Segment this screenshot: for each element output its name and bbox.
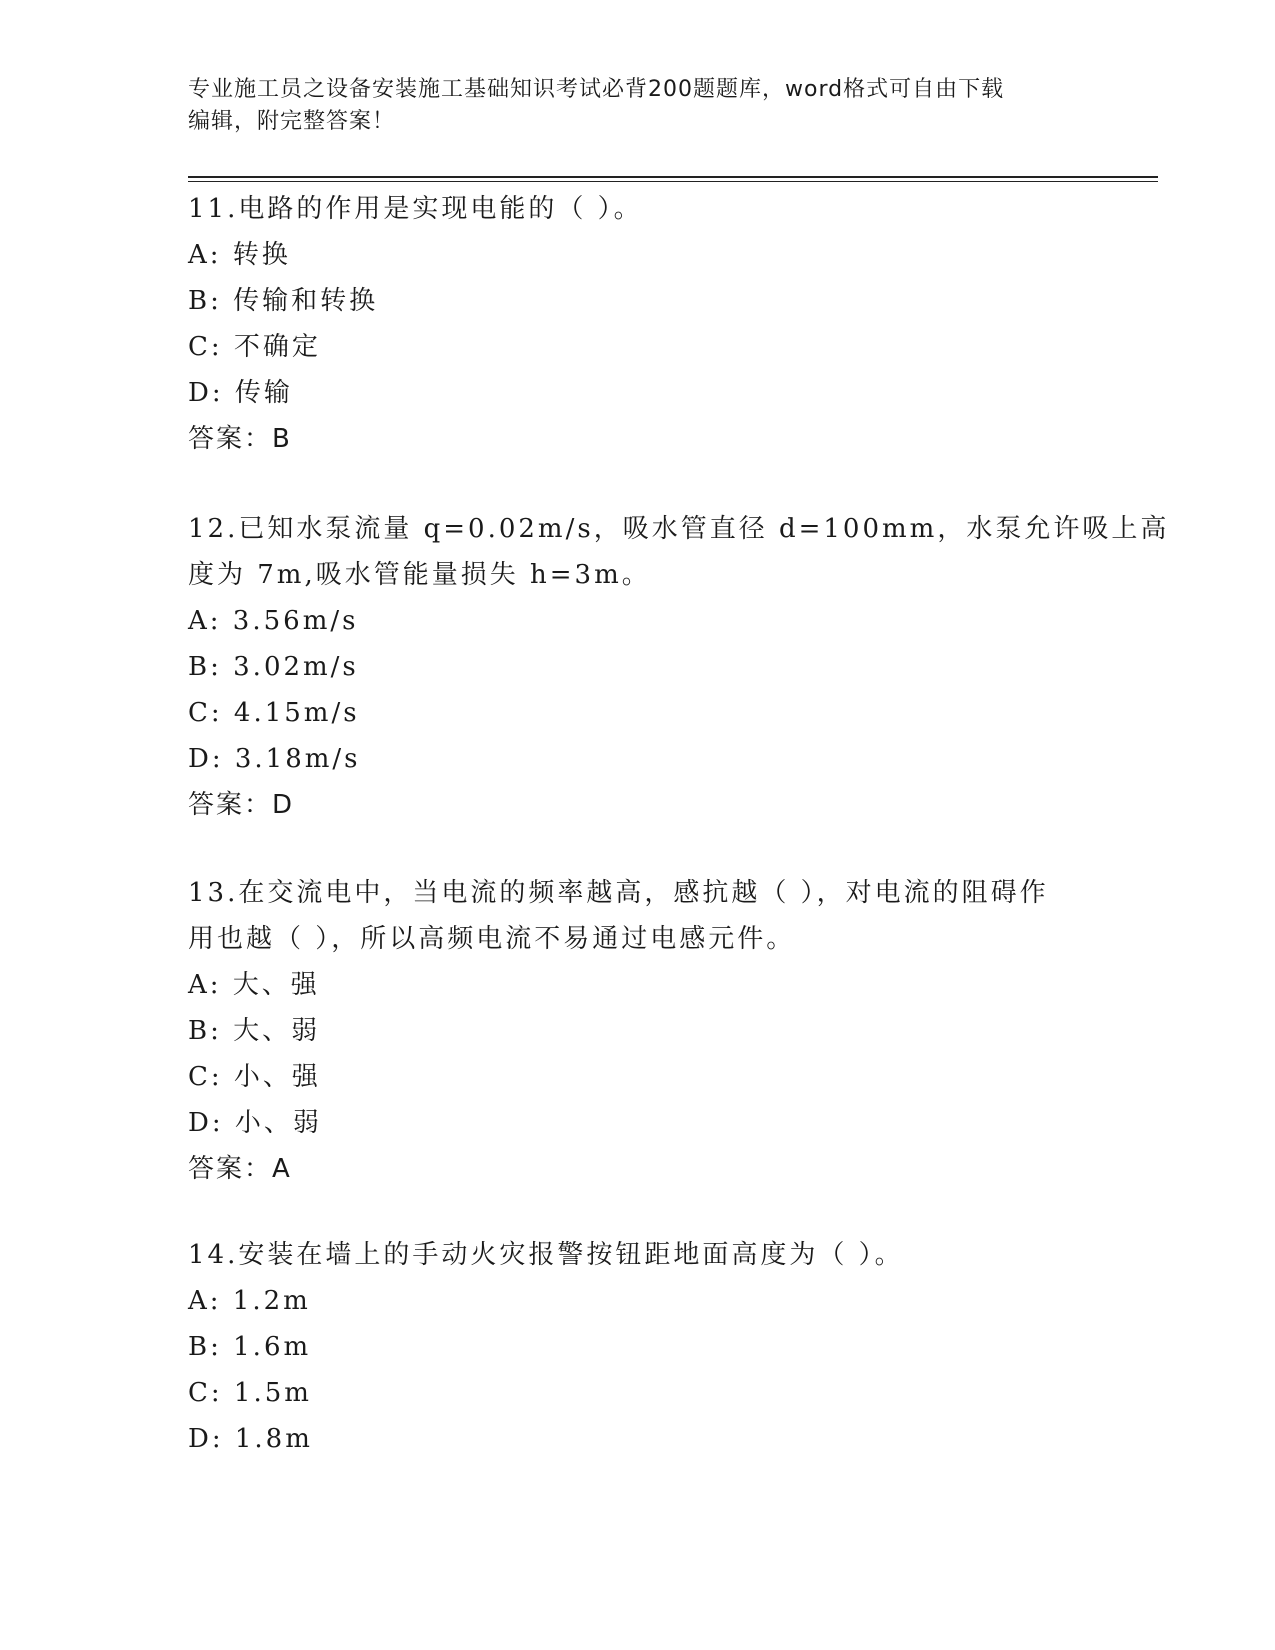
header-line-2: 编辑，附完整答案！ bbox=[188, 109, 396, 134]
question-12 bbox=[188, 506, 1170, 828]
option-b: B: 大、弱 bbox=[188, 1016, 321, 1046]
option-a: A: 转换 bbox=[188, 240, 291, 270]
question-11 bbox=[188, 186, 1088, 462]
header-line-1: 专业施工员之设备安装施工基础知识考试必背200题题库，word格式可自由下载 bbox=[188, 77, 1005, 102]
answer: 答案：B bbox=[188, 424, 292, 454]
option-b: B: 1.6m bbox=[188, 1332, 312, 1362]
option-a: A: 大、强 bbox=[188, 970, 320, 1000]
option-a: A: 1.2m bbox=[188, 1286, 311, 1316]
option-c: C: 不确定 bbox=[188, 332, 321, 362]
option-c: C: 4.15m/s bbox=[188, 698, 360, 728]
header-rule-top bbox=[188, 176, 1158, 178]
question-stem-line-2: 用也越（ ），所以高频电流不易通过电感元件。 bbox=[188, 924, 796, 954]
option-d: D: 传输 bbox=[188, 378, 293, 408]
document-header bbox=[188, 74, 1088, 138]
question-stem-line-1: 13.在交流电中，当电流的频率越高，感抗越（ ），对电流的阻碍作 bbox=[188, 878, 1049, 908]
question-14 bbox=[188, 1232, 1088, 1462]
option-d: D: 小、弱 bbox=[188, 1108, 322, 1138]
option-b: B: 传输和转换 bbox=[188, 286, 379, 316]
option-b: B: 3.02m/s bbox=[188, 652, 359, 682]
answer: 答案：D bbox=[188, 790, 295, 820]
option-c: C: 1.5m bbox=[188, 1378, 312, 1408]
question-stem-line-2: 度为 7m,吸水管能量损失 h=3m。 bbox=[188, 560, 651, 590]
option-a: A: 3.56m/s bbox=[188, 606, 359, 636]
question-13 bbox=[188, 870, 1088, 1192]
option-d: D: 3.18m/s bbox=[188, 744, 361, 774]
header-rule-bottom bbox=[188, 181, 1158, 182]
question-stem: 11.电路的作用是实现电能的（ ）。 bbox=[188, 194, 643, 224]
answer: 答案：A bbox=[188, 1154, 292, 1184]
question-stem: 14.安装在墙上的手动火灾报警按钮距地面高度为（ ）。 bbox=[188, 1240, 904, 1270]
question-stem-line-1: 12.已知水泵流量 q=0.02m/s，吸水管直径 d=100mm，水泵允许吸上高 bbox=[188, 514, 1170, 544]
option-d: D: 1.8m bbox=[188, 1424, 313, 1454]
option-c: C: 小、强 bbox=[188, 1062, 321, 1092]
